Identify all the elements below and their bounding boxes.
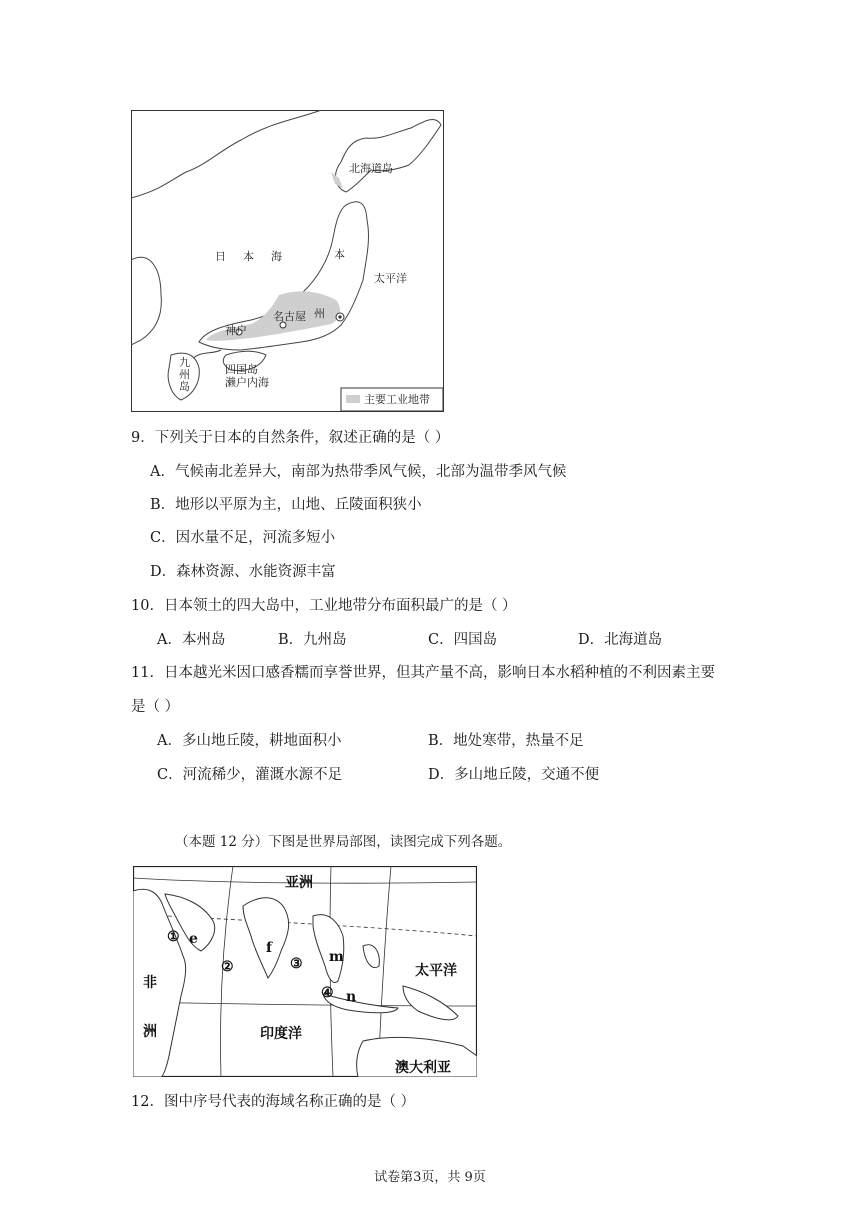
q10-option-c[interactable]: C．四国岛 bbox=[428, 632, 498, 648]
svg-text:州: 州 bbox=[314, 307, 325, 320]
label-pacific: 太平洋 bbox=[415, 963, 457, 979]
q12-stem: 12．图中序号代表的海域名称正确的是（ ） bbox=[131, 1094, 416, 1110]
marker-f: f bbox=[266, 940, 273, 956]
q9-stem: 9．下列关于日本的自然条件，叙述正确的是（ ） bbox=[131, 430, 450, 446]
q9-option-d[interactable]: D．森林资源、水能资源丰富 bbox=[150, 564, 336, 580]
svg-text:岛: 岛 bbox=[179, 380, 190, 393]
japan-map bbox=[131, 110, 444, 412]
q11-option-c[interactable]: C．河流稀少，灌溉水源不足 bbox=[157, 767, 343, 783]
svg-text:海: 海 bbox=[271, 250, 282, 263]
q10-option-d[interactable]: D．北海道岛 bbox=[578, 632, 663, 648]
marker-4: ④ bbox=[321, 985, 334, 1001]
label-indian-ocean: 印度洋 bbox=[260, 1026, 302, 1042]
q9-option-c[interactable]: C．因水量不足，河流多短小 bbox=[150, 530, 336, 546]
legend-label: 主要工业地带 bbox=[364, 393, 430, 406]
section-intro: （本题 12 分）下图是世界局部图，读图完成下列各题。 bbox=[175, 834, 512, 850]
marker-2: ② bbox=[221, 959, 234, 975]
label-sea-japan: 日 bbox=[215, 250, 226, 263]
q11-stem-line1: 11．日本越光米因口感香糯而享誉世界，但其产量不高，影响日本水稻种植的不利因素主要 bbox=[131, 665, 715, 681]
marker-1: ① bbox=[167, 929, 180, 945]
label-africa: 非 bbox=[143, 975, 157, 991]
legend-box bbox=[341, 388, 443, 411]
q10-option-a[interactable]: A．本州岛 bbox=[157, 632, 226, 648]
marker-m: m bbox=[329, 949, 344, 965]
q9-option-a[interactable]: A．气候南北差异大，南部为热带季风气候，北部为温带季风气候 bbox=[150, 464, 567, 480]
q11-option-d[interactable]: D．多山地丘陵，交通不便 bbox=[428, 767, 600, 783]
label-pacific: 太平洋 bbox=[374, 272, 407, 285]
label-kobe: 神户 bbox=[225, 324, 247, 337]
label-kyushu: 九 bbox=[179, 356, 190, 369]
label-asia: 亚洲 bbox=[285, 875, 313, 891]
svg-text:本: 本 bbox=[243, 250, 254, 263]
q10-option-b[interactable]: B．九州岛 bbox=[278, 632, 347, 648]
q11-option-b[interactable]: B．地处寒带，热量不足 bbox=[428, 733, 584, 749]
marker-3: ③ bbox=[290, 956, 303, 972]
label-honshu: 本 bbox=[334, 248, 345, 261]
label-australia: 澳大利亚 bbox=[395, 1060, 451, 1076]
page-footer: 试卷第3页，共 9页 bbox=[374, 1170, 486, 1185]
label-shikoku: 四国岛 bbox=[225, 363, 258, 376]
label-seto: 濑户内海 bbox=[225, 376, 269, 389]
marker-e: e bbox=[189, 931, 198, 947]
marker-n: n bbox=[346, 989, 357, 1005]
label-hokkaido: 北海道岛 bbox=[349, 162, 393, 175]
q10-stem: 10．日本领土的四大岛中，工业地带分布面积最广的是（ ） bbox=[131, 598, 517, 614]
svg-text:洲: 洲 bbox=[143, 1024, 157, 1040]
svg-text:州: 州 bbox=[179, 368, 190, 381]
q9-option-b[interactable]: B．地形以平原为主，山地、丘陵面积狭小 bbox=[150, 497, 422, 513]
q11-stem-line2: 是（ ） bbox=[131, 699, 180, 715]
label-nagoya: 名古屋 bbox=[273, 310, 306, 323]
world-map bbox=[133, 866, 477, 1077]
q11-option-a[interactable]: A．多山地丘陵，耕地面积小 bbox=[157, 733, 342, 749]
